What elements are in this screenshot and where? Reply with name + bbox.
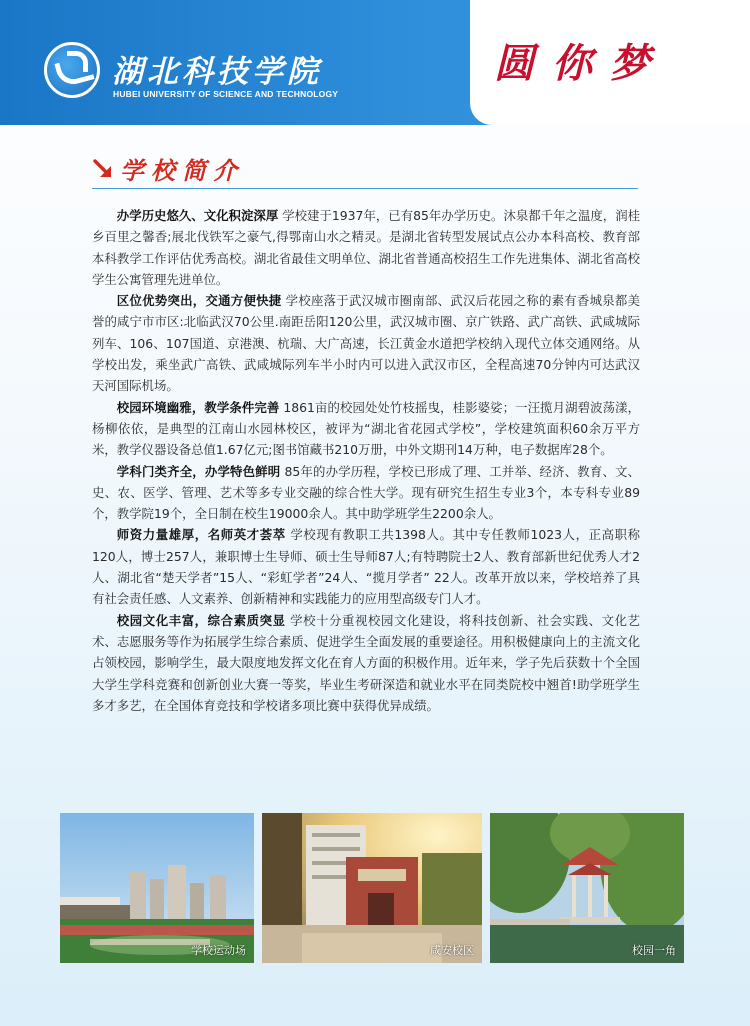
school-name-en: HUBEI UNIVERSITY OF SCIENCE AND TECHNOLOGY xyxy=(113,89,339,99)
header-slogan: 圆你梦 xyxy=(494,40,668,87)
paragraph-culture xyxy=(92,610,640,716)
section-title: 学校简介 xyxy=(120,156,244,185)
paragraph-lead: 师资力量雄厚，名师英才荟萃 xyxy=(116,527,286,543)
paragraph-text: 1861亩的校园处处竹枝摇曳，桂影婆娑；一汪揽月湖碧波荡漾，杨柳依依，是典型的江南山水园林校区，被评为“湖北省花园式学校”，学校建筑面积60余万平方米，教学仪器设备总值1.67亿元;图书馆藏书210万册，中外文期刊14万种，电子数据库28个。 xyxy=(92,399,640,458)
photo-campus-corner xyxy=(490,813,684,963)
arrow-down-right-icon xyxy=(92,158,114,180)
paragraph-faculty xyxy=(92,524,640,609)
intro-content xyxy=(92,205,640,716)
photo-sports-field xyxy=(60,813,254,963)
paragraph-location xyxy=(92,290,640,396)
paragraph-text: 学校十分重视校园文化建设，将科技创新、社会实践、文化艺术、志愿服务等作为拓展学生综合素质、促进学生全面发展的重要途径。用积极健康向上的主流文化占领校园，影响学生，最大限度地发挥文化在育人方面的积极作用。近年来，学子先后获数十个全国大学生学科竞赛和创新创业大赛一等奖，毕业生考研深造和就业水平在同类院校中翘首!助学班学生多才多艺，在全国体育竞技和学校诸多项比赛中获得优异成绩。 xyxy=(92,612,640,713)
paragraph-lead: 校园文化丰富，综合素质突显 xyxy=(116,612,286,628)
paragraph-lead: 学科门类齐全，办学特色鲜明 xyxy=(116,463,281,479)
campus-building-illustration xyxy=(262,813,482,963)
paragraph-lead: 区位优势突出，交通方便快捷 xyxy=(116,293,282,309)
sports-field-illustration xyxy=(60,813,254,963)
paragraph-lead: 校园环境幽雅，教学条件完善 xyxy=(116,399,280,415)
header-banner xyxy=(0,0,750,125)
pavilion-illustration xyxy=(490,813,684,963)
paragraph-lead: 办学历史悠久、文化积淀深厚 xyxy=(116,208,279,223)
photo-caption: 校园一角 xyxy=(632,944,676,957)
paragraph-campus xyxy=(92,397,640,461)
school-logo-icon xyxy=(44,42,100,98)
photo-caption: 咸安校区 xyxy=(430,944,474,957)
paragraph-disciplines xyxy=(92,461,640,525)
paragraph-text: 学校现有教职工共1398人。其中专任教师1023人，正高职称120人，博士257人，兼职博士生导师、硕士生导师87人;有特聘院士2人、教育部新世纪优秀人才2人、湖北省“楚天学者”15人、“彩虹学者”24人、“揽月学者” 22人。改革开放以来，学校培养了具有社会责任感、人文素养、创新精神和实践能力的应用型高级专门人才。 xyxy=(92,527,641,607)
section-divider xyxy=(92,188,638,189)
paragraph-text: 学校建于1937年，已有85年办学历史。沐泉都千年之温度，润桂乡百里之馨香;展北伐铁军之豪气,得鄂南山水之精灵。是湖北省转型发展试点公办本科高校、教育部本科教学工作评估优秀高校。湖北省最佳文明单位、湖北省普通高校招生工作先进集体、湖北省高校学生公寓管理先进单位。 xyxy=(92,208,641,287)
photo-xianan-campus xyxy=(262,813,482,963)
paragraph-text: 学校座落于武汉城市圈南部、武汉后花园之称的素有香城泉都美誉的咸宁市市区:北临武汉70公里.南距岳阳120公里，武汉城市圈、京广铁路、武广高铁、武咸城际列车、106、107国道、京港澳、杭瑞、大广高速，长江黄金水道把学校纳入现代立体交通网络。从学校出发，乘坐武广高铁、武咸城际列车半小时内可以进入武汉市区，全程高速70分钟内可达武汉天河国际机场。 xyxy=(92,293,640,394)
paragraph-history xyxy=(92,205,640,290)
photo-caption: 学校运动场 xyxy=(191,944,246,957)
paragraph-text: 85年的办学历程，学校已形成了理、工并举、经济、教育、文、史、农、医学、管理、艺术等多专业交融的综合性大学。现有研究生招生专业3个，本专科专业89个，教学院19个，全日制在校生19000余人。其中助学班学生2200余人。 xyxy=(92,463,640,522)
school-name-cn: 湖北科技学院 xyxy=(112,54,322,90)
